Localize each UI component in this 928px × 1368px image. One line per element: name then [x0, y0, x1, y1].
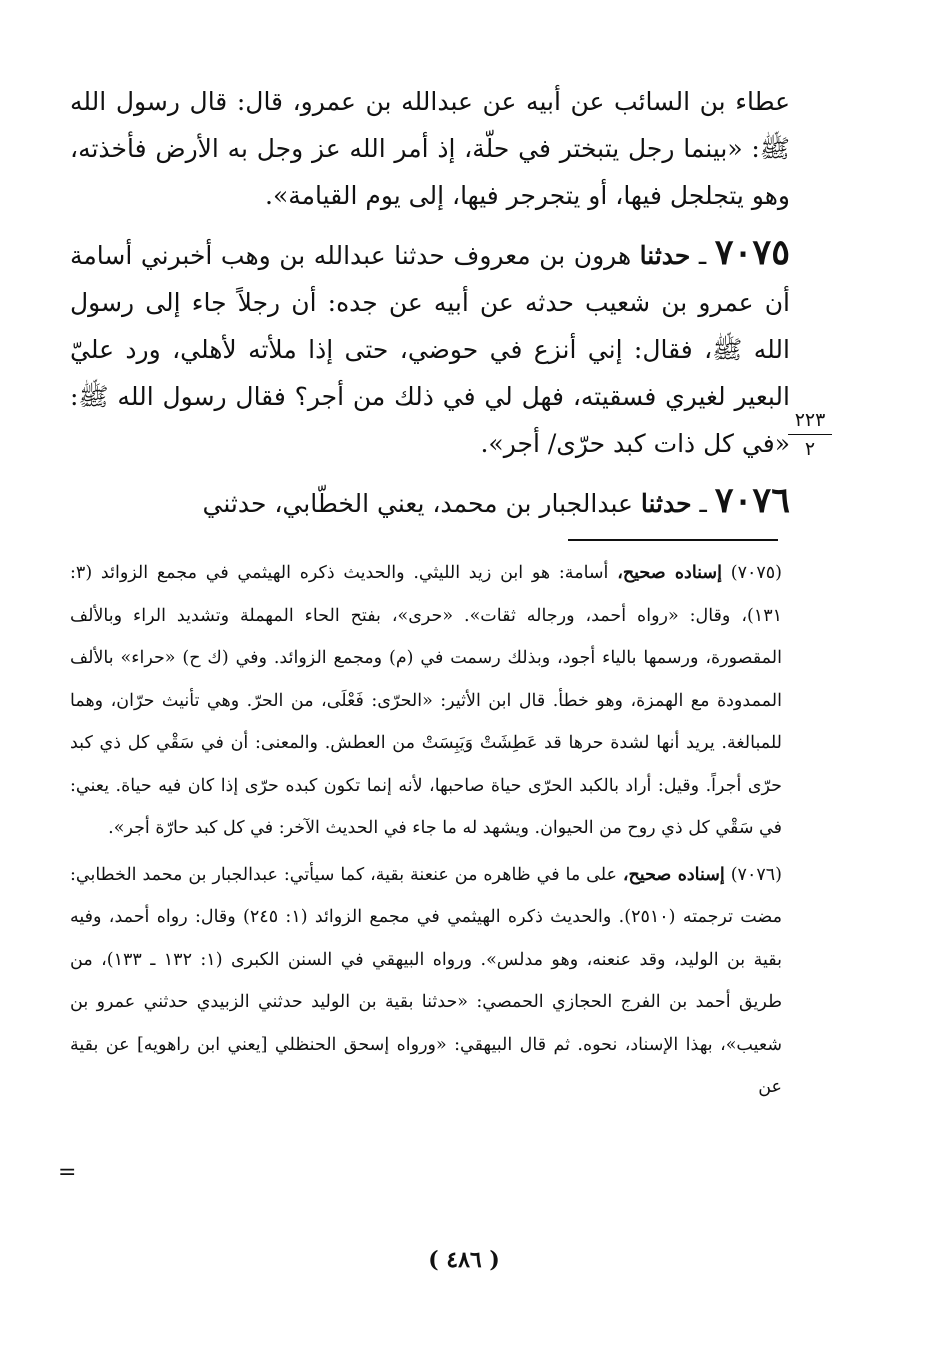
- footnote-7076: [70, 854, 782, 1109]
- footnotes: [70, 552, 782, 1109]
- footnote-text: على ما في ظاهره من عنعنة بقية، كما سيأتي: عبدالجبار بن محمد الخطابي: مضت ترجمته (٢٥١٠). والحديث ذكره الهيثمي في مجمع الزوائد (١: ٢٤٥) وقال: رواه أحمد، وفيه بقية بن الوليد، وقد عنعنه، وهو مدلس». ورواه البيهقي في السنن الكبرى (١: ١٣٢ ـ ١٣٣)، من طريق أحمد بن الفرج الحجازي الحمصي: «حدثنا بقية بن الوليد حدثني الزبيدي حدثني عمرو بن شعيب»، بهذا الإسناد، نحوه. ثم قال البيهقي: «ورواه إسحق الحنظلي [يعني ابن راهويه] عن بقية عن: [70, 864, 782, 1097]
- margin-reference-volume: ٢٢٣: [788, 408, 832, 435]
- page-number: ( ٤٨٦ ): [428, 1247, 500, 1273]
- margin-reference-part: ٢: [804, 438, 816, 460]
- main-text: [70, 78, 790, 527]
- hadith-number: ٧٠٧٥: [714, 232, 790, 273]
- hadith-text: عبدالجبار بن محمد، يعني الخطّابي، حدثني: [202, 489, 633, 518]
- hadith-7075: ٧٠٧٥ ـ حدثنا هرون بن معروف حدثنا عبدالله بن وهب أخبرني أسامة أن عمرو بن شعيب حدثه عن أبيه عن جده: أن رجلاً جاء إلى رسول الله ﷺ، فقال: إني أنزع في حوضي، حتى إذا ملأته لأهلي، ورد عليّ البعير لغيري فسقيته، فهل لي في ذلك من أجر؟ فقال رسول الله ﷺ: «في كل ذات كبد حرّى/ أجر».: [70, 232, 790, 458]
- hadith-lead: حدثنا: [639, 241, 691, 270]
- hadith-number: ٧٠٧٦: [714, 480, 790, 521]
- margin-reference: [788, 408, 832, 461]
- hadith-7076: ٧٠٧٦ ـ حدثنا عبدالجبار بن محمد، يعني الخطّابي، حدثني: [202, 480, 790, 521]
- footnote-text: أسامة: هو ابن زيد الليثي. والحديث ذكره الهيثمي في مجمع الزوائد (٣: ١٣١)، وقال: «رواه أحمد، ورجاله ثقات». «حرى»، بفتح الحاء المهملة وتشديد الراء وبالألف المقصورة، ورسمها بالياء أجود، وبذلك رسمت في (م) ومجمع الزوائد. وفي (ك ح) «حراء» بالألف الممدودة مع الهمزة، وهو خطأ. قال ابن الأثير: «الحرّى: فَعْلَى، من الحرّ. وهي تأنيث حرّان، وهما للمبالغة. يريد أنها لشدة حرها قد عَطِشَتْ وَيَبِسَتْ من العطش. والمعنى: أن في سَقْي كل ذي كبد حرّى أجراً. وقيل: أراد بالكبد الحرّى حياة صاحبها، لأنه إنما تكون كبده حرّى إذا كان فيه حياة. يعني: في سَقْي كل ذي روح من الحيوان. ويشهد له ما جاء في الحديث الآخر: في كل كبد حارّة أجر».: [70, 563, 782, 838]
- footnote-divider: [568, 539, 778, 541]
- hadith-lead: حدثنا: [640, 489, 692, 518]
- footnote-lead: إسناده صحيح،: [622, 864, 725, 885]
- paragraph-continuation: عطاء بن السائب عن أبيه عن عبدالله بن عمرو، قال: قال رسول الله ﷺ: «بينما رجل يتبختر في حلّة، إذ أمر الله عز وجل به الأرض فأخذته، وهو يتجلجل فيها، أو يتجرجر فيها، إلى يوم القيامة».: [70, 87, 791, 210]
- hadith-text: هرون بن معروف حدثنا عبدالله بن وهب أخبرني أسامة أن عمرو بن شعيب حدثه عن أبيه عن جده: أن رجلاً جاء إلى رسول الله ﷺ، فقال: إني أنزع في حوضي، حتى إذا ملأته لأهلي، ورد عليّ البعير لغيري فسقيته، فهل لي في ذلك من أجر؟ فقال رسول الله ﷺ: «في كل ذات كبد حرّى/ أجر».: [70, 241, 790, 458]
- footnote-number: (٧٠٧٥): [730, 563, 782, 583]
- footnote-number: (٧٠٧٦): [730, 864, 782, 885]
- continuation-mark: =: [58, 1160, 77, 1185]
- footnote-7075: [70, 552, 782, 850]
- footnote-lead: إسناده صحيح،: [617, 563, 722, 583]
